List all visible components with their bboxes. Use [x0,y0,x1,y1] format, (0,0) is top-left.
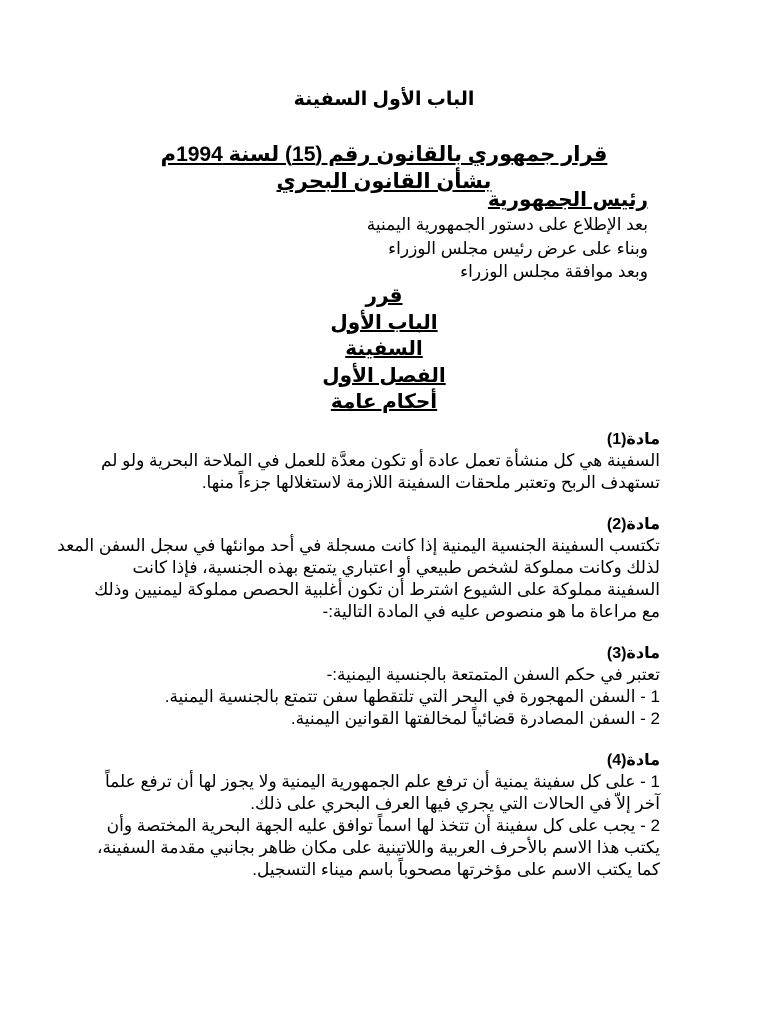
article-line: تعتبر في حكم السفن المتمتعة بالجنسية اليمنية:- [326,665,660,684]
article-2 [57,515,660,623]
article-line: آخر إلاّ في الحالات التي يجري فيها العرف البحري على ذلك. [250,794,660,813]
section-heading-general-provisions: أحكام عامة [330,391,438,413]
article-line: تكتسب السفينة الجنسية اليمنية إذا كانت مسجلة في أحد موانئها في سجل السفن المعد [57,536,660,555]
article-line: 2 - يجب على كل سفينة أن تتخذ لها اسماً توافق عليه الجهة البحرية المختصة وأن [106,816,660,835]
article-heading: مادة(2) [606,516,660,533]
preamble-line: وبعد موافقة مجلس الوزراء [460,262,648,281]
article-line: السفينة هي كل منشأة تعمل عادة أو تكون معدَّة للعمل في الملاحة البحرية ولو لم [100,451,660,470]
preamble [88,187,648,284]
article-heading: مادة(4) [606,752,660,769]
article-line: مع مراعاة ما هو منصوص عليه في المادة التالية:- [322,602,660,621]
chapter-title: الباب الأول السفينة [293,89,475,110]
decree-title-line-1: قرار جمهوري بالقانون رقم (15) لسنة 1994م [160,143,608,166]
article-4 [96,751,660,881]
article-heading: مادة(1) [606,431,660,448]
article-line: السفينة مملوكة على الشيوع اشترط أن تكون أغلبية الحصص مملوكة ليمنيين وذلك [94,580,660,599]
article-line: 2 - السفن المصادرة قضائياً لمخالفتها القوانين اليمنية. [290,709,660,728]
article-line: كما يكتب الاسم على مؤخرتها مصحوباً باسم ميناء التسجيل. [252,860,660,879]
section-heading-decided: قرر [365,285,403,307]
article-heading: مادة(3) [606,645,660,662]
article-1 [100,430,660,494]
article-line: 1 - السفن المهجورة في البحر التي تلتقطها سفن تتمتع بالجنسية اليمنية. [164,687,660,706]
article-line: تستهدف الربح وتعتبر ملحقات السفينة اللازمة لاستغلالها جزءاً منها. [201,473,660,492]
section-heading-chapter-one: الفصل الأول [322,364,446,387]
section-headings [0,283,768,416]
article-line: يكتب هذا الاسم بالأحرف العربية واللاتينية على مكان ظاهر بجانبي مقدمة السفينة، [96,838,660,857]
preamble-line: بعد الإطلاع على دستور الجمهورية اليمنية [366,215,648,234]
articles [57,430,660,902]
president-heading: رئيس الجمهورية [487,189,648,211]
preamble-line: وبناء على عرض رئيس مجلس الوزراء [388,238,648,258]
decree-title-line-2: بشأن القانون البحري [276,170,492,193]
article-line: لذلك وكانت مملوكة لشخص طبيعي أو اعتباري يتمتع بهذه الجنسية، فإذا كانت [132,558,660,577]
article-3 [100,644,660,730]
section-heading-ship: السفينة [345,338,423,360]
section-heading-part-one: الباب الأول [330,311,438,334]
article-line: 1 - على كل سفينة يمنية أن ترفع علم الجمهورية اليمنية ولا يجوز لها أن ترفع علماً [104,772,660,791]
